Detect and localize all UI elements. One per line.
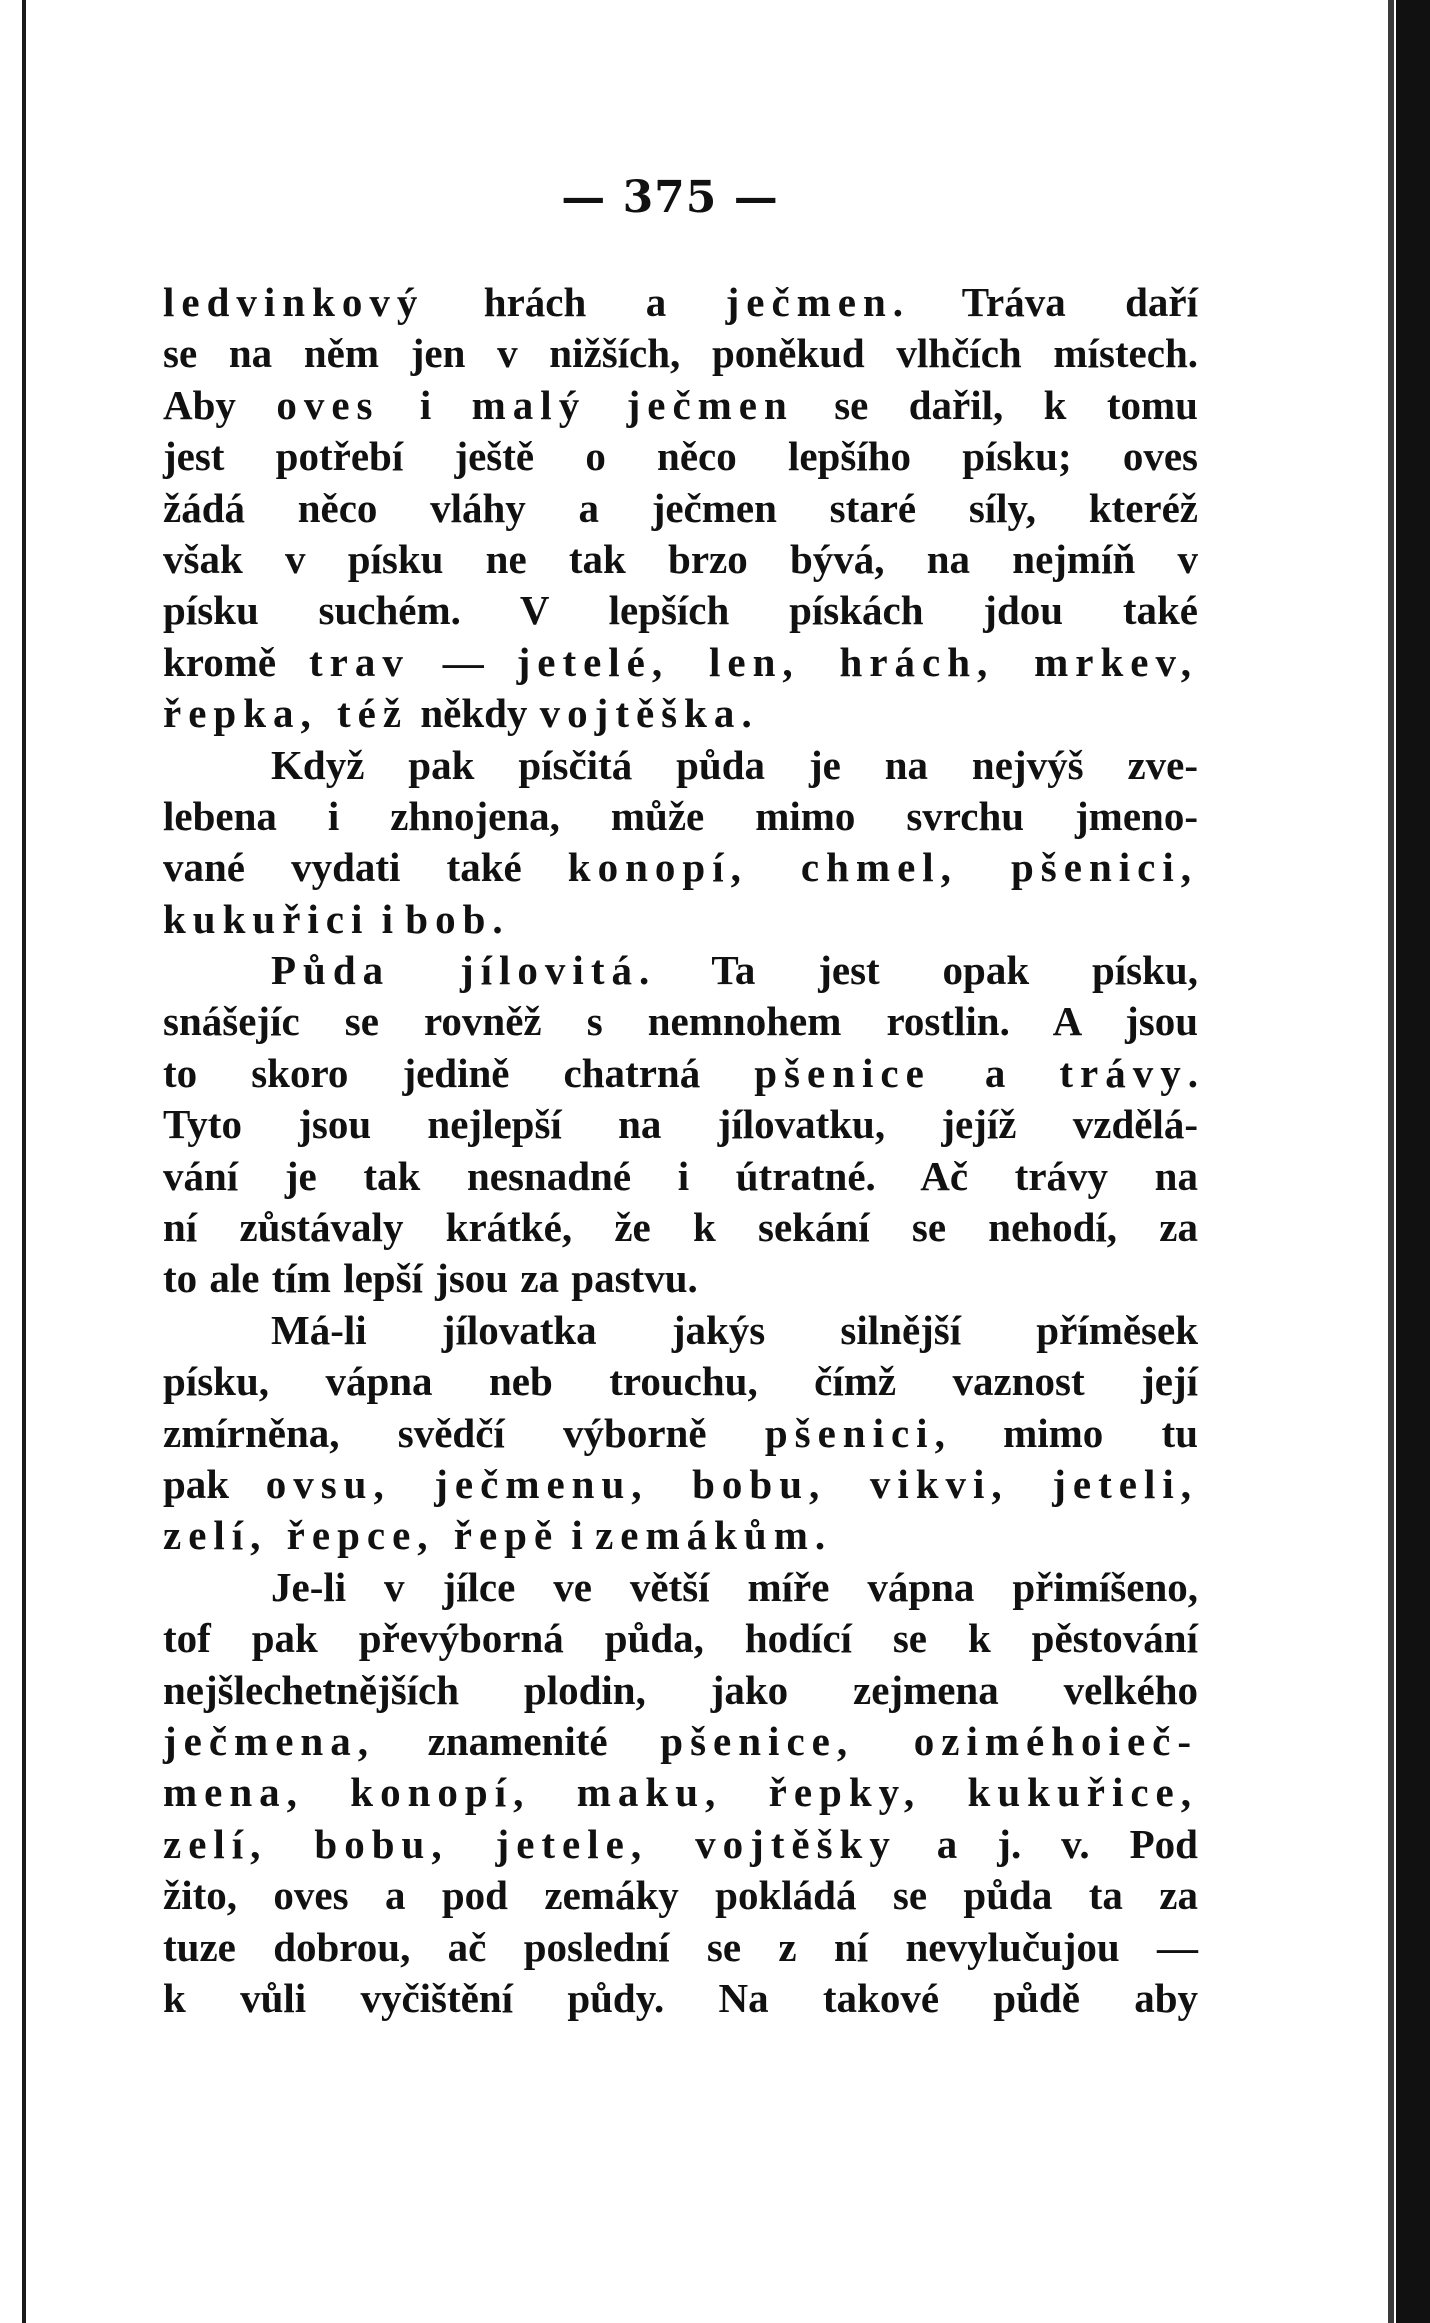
text-line — [163, 1048, 1198, 1099]
text-line — [163, 637, 1198, 688]
text-segment: hrách a — [424, 279, 726, 325]
text-segment: však v písku ne tak brzo bývá, na nejmíň v — [163, 535, 1198, 582]
text-line — [163, 380, 1198, 431]
text-segment: písku, vápna neb trouchu, čímž vaznost její — [163, 1358, 1198, 1405]
text-line — [163, 1408, 1198, 1459]
text-segment: — — [409, 638, 517, 685]
spaced-text: kukuřici — [163, 895, 370, 942]
text-line — [163, 1973, 1198, 2024]
text-segment: kromě — [163, 638, 309, 685]
spaced-text: ovsu, ječmenu, bobu, vikvi, jeteli, — [265, 1460, 1198, 1507]
text-segment: lebena i zhnojena, může mimo svrchu jmeno- — [163, 792, 1198, 839]
text-line — [163, 1202, 1198, 1253]
text-segment: tuze dobrou, ač poslední se z ní nevylučujou — — [163, 1923, 1198, 1970]
text-line — [163, 945, 1198, 996]
text-line — [163, 277, 1198, 328]
text-segment: Tyto jsou nejlepší na jílovatku, jejíž vzdělá- — [163, 1101, 1198, 1148]
text-segment: se dařil, k tomu — [793, 381, 1198, 428]
text-line — [163, 842, 1198, 893]
text-segment: . Tráva daří — [892, 279, 1198, 325]
text-line — [163, 1819, 1198, 1870]
text-segment: tof pak převýborná půda, hodící se k pěstování — [163, 1615, 1198, 1662]
text-segment: žádá něco vláhy a ječmen staré síly, kteréž — [163, 484, 1198, 531]
text-segment: zmírněna, svědčí výborně — [163, 1409, 765, 1456]
text-line — [163, 585, 1198, 636]
spaced-text: řepka, též — [163, 690, 409, 737]
text-segment: písku suchém. V lepších pískách jdou také — [163, 587, 1198, 634]
text-line — [163, 740, 1198, 791]
right-page-shadow — [1388, 0, 1394, 2323]
text-line — [163, 1459, 1198, 1510]
text-line — [163, 431, 1198, 482]
text-segment: Má-li jílovatka jakýs silnější příměsek — [271, 1306, 1198, 1353]
text-line — [163, 1870, 1198, 1921]
text-line — [163, 688, 1198, 739]
text-line — [163, 894, 1198, 945]
spaced-text: Půda jílovitá — [271, 947, 639, 994]
text-segment: i — [369, 895, 406, 942]
text-line — [163, 1562, 1198, 1613]
text-segment: k vůli vyčištění půdy. Na takové půdě aby — [163, 1974, 1198, 2021]
spaced-text: zemákům — [595, 1512, 815, 1559]
text-line — [163, 534, 1198, 585]
text-segment: a — [930, 1049, 1060, 1096]
spaced-text: konopí, chmel, pšenici, — [567, 844, 1198, 891]
text-line — [163, 996, 1198, 1047]
text-segment: nejšlechetnějších plodin, jako zejmena velkého — [163, 1666, 1198, 1713]
text-line — [163, 328, 1198, 379]
text-segment: . — [741, 690, 752, 737]
text-segment: i — [559, 1512, 596, 1559]
text-segment: vání je tak nesnadné i útratné. Ač trávy na — [163, 1152, 1198, 1199]
spaced-text: ledvinkový — [163, 279, 425, 325]
text-segment: žito, oves a pod zemáky pokládá se půda ta za — [163, 1872, 1198, 1919]
spaced-text: ječmen — [626, 381, 794, 428]
text-segment: někdy — [408, 690, 540, 737]
spaced-text: malý — [471, 381, 587, 428]
text-line — [163, 1767, 1198, 1818]
text-segment: to ale tím lepší jsou za pastvu. — [163, 1255, 698, 1302]
text-segment: Když pak písčitá půda je na nejvýš zve- — [271, 741, 1198, 788]
text-segment: to skoro jedině chatrná — [163, 1049, 755, 1096]
body-text — [163, 277, 1198, 2024]
text-segment: Aby — [163, 381, 277, 428]
text-segment: . — [1187, 1049, 1198, 1096]
text-segment: vané vydati také — [163, 844, 568, 891]
text-segment: se na něm jen v nižších, poněkud vlhčích místech. — [163, 330, 1198, 377]
text-segment: jest potřebí ještě o něco lepšího písku; oves — [163, 433, 1198, 480]
text-segment: Je-li v jílce ve větší míře vápna přimíšeno, — [271, 1563, 1198, 1610]
spaced-text: zelí, řepce, řepě — [163, 1512, 560, 1559]
text-line — [163, 1716, 1198, 1767]
text-line — [163, 1099, 1198, 1150]
text-segment: znamenité — [374, 1717, 661, 1764]
spaced-text: pšenice — [754, 1049, 931, 1096]
left-page-edge — [22, 0, 26, 2323]
spaced-text: vojtěška — [539, 690, 742, 737]
text-line — [163, 1305, 1198, 1356]
text-line — [163, 1510, 1198, 1561]
text-segment: a j. v. Pod — [896, 1820, 1198, 1867]
text-segment: snášejíc se rovněž s nemnohem rostlin. A jsou — [163, 998, 1198, 1045]
text-segment: , mimo tu — [934, 1409, 1199, 1456]
spaced-text: trav — [308, 638, 410, 685]
text-segment — [586, 382, 626, 428]
text-line — [163, 1151, 1198, 1202]
text-line — [163, 1356, 1198, 1407]
text-line — [163, 791, 1198, 842]
right-binding-edge — [1396, 0, 1430, 2323]
text-line — [163, 1253, 1198, 1304]
text-segment: pak — [163, 1460, 266, 1507]
spaced-text: mena, konopí, maku, řepky, kukuřice, — [163, 1769, 1198, 1816]
text-segment: . Ta jest opak písku, — [638, 947, 1198, 994]
text-line — [163, 1922, 1198, 1973]
text-segment: i — [379, 381, 472, 428]
spaced-text: oves — [276, 381, 380, 428]
spaced-text: ječmen — [725, 279, 893, 325]
text-segment: . — [492, 895, 503, 942]
spaced-text: pšenici — [764, 1409, 935, 1456]
spaced-text: bob — [405, 895, 493, 942]
text-line — [163, 1665, 1198, 1716]
text-segment: ní zůstávaly krátké, že k sekání se nehodí, za — [163, 1204, 1198, 1251]
page-number: — 375 — — [561, 172, 779, 223]
spaced-text: ječmena, — [163, 1717, 375, 1764]
text-segment: . — [814, 1512, 826, 1559]
spaced-text: pšenice, oziméhoieč- — [660, 1717, 1198, 1764]
text-line — [163, 1613, 1198, 1664]
spaced-text: trávy — [1059, 1049, 1188, 1096]
text-line — [163, 483, 1198, 534]
spaced-text: jetelé, len, hrách, mrkev, — [516, 638, 1198, 685]
spaced-text: zelí, bobu, jetele, vojtěšky — [163, 1820, 897, 1867]
